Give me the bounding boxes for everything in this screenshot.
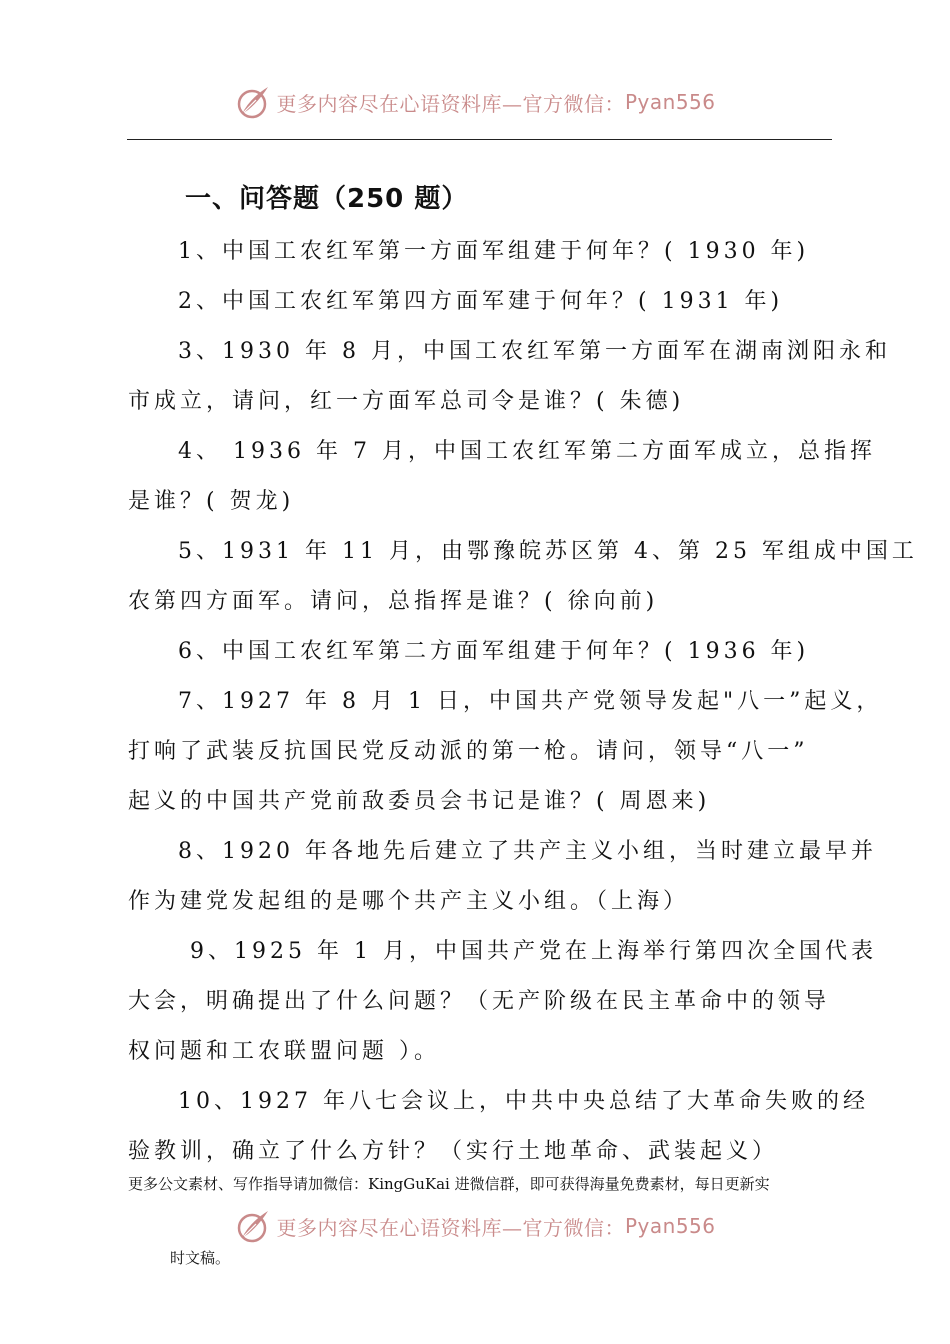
watermark-wechat: Pyan556: [624, 1214, 716, 1238]
text-line-3: 3、1930 年 8 月，中国工农红军第一方面军在湖南浏阳永和: [178, 339, 891, 364]
quill-logo-icon: [234, 84, 272, 120]
watermark-text: 更多内容尽在心语资料库—官方微信：: [276, 91, 625, 116]
watermark-wechat: Pyan556: [624, 90, 716, 114]
footer-line-2: 时文稿。: [170, 1249, 231, 1267]
text-line-1: 1、中国工农红军第一方面军组建于何年？( 1930 年): [178, 239, 810, 264]
text-line-12: 起义的中国共产党前敌委员会书记是谁？( 周恩来): [128, 789, 711, 814]
text-line-5: 4、 1936 年 7 月，中国工农红军第二方面军成立，总指挥: [178, 439, 876, 464]
text-line-18: 10、1927 年八七会议上，中共中央总结了大革命失败的经: [178, 1089, 869, 1114]
text-line-4: 市成立，请问，红一方面军总司令是谁？( 朱德): [128, 389, 685, 414]
text-line-16: 大会，明确提出了什么问题？（无产阶级在民主革命中的领导: [128, 989, 831, 1014]
header-rule: [127, 139, 832, 140]
text-line-9: 6、中国工农红军第二方面军组建于何年？( 1936 年): [178, 639, 810, 664]
text-line-14: 作为建党发起组的是哪个共产主义小组。（上海）: [128, 889, 690, 914]
text-line-15: 9、1925 年 1 月，中国共产党在上海举行第四次全国代表: [190, 939, 877, 964]
watermark-text: 更多内容尽在心语资料库—官方微信：: [276, 1215, 625, 1240]
text-line-8: 农第四方面军。请问，总指挥是谁？( 徐向前): [128, 589, 659, 614]
text-line-10: 7、1927 年 8 月 1 日，中国共产党领导发起"八一”起义，: [178, 689, 883, 714]
text-line-17: 权问题和工农联盟问题 ）。: [128, 1039, 440, 1064]
text-line-19: 验教训，确立了什么方针？（实行土地革命、武装起义）: [128, 1139, 779, 1164]
section-heading: 一、问答题（250 题）: [185, 184, 469, 214]
footer-line-1: 更多公文素材、写作指导请加微信：KingGuKai 进微信群，即可获得海量免费素材，每日更新实: [128, 1175, 770, 1193]
quill-logo-icon: [234, 1208, 272, 1244]
text-line-6: 是谁？( 贺龙): [128, 489, 295, 514]
text-line-7: 5、1931 年 11 月，由鄂豫皖苏区第 4、第 25 军组成中国工: [178, 539, 918, 564]
footer-watermark: [0, 1208, 950, 1244]
text-line-2: 2、中国工农红军第四方面军建于何年？( 1931 年): [178, 289, 784, 314]
text-line-13: 8、1920 年各地先后建立了共产主义小组，当时建立最早并: [178, 839, 877, 864]
header-watermark: [0, 84, 950, 120]
text-line-11: 打响了武装反抗国民党反动派的第一枪。请问，领导“八一”: [128, 739, 809, 764]
